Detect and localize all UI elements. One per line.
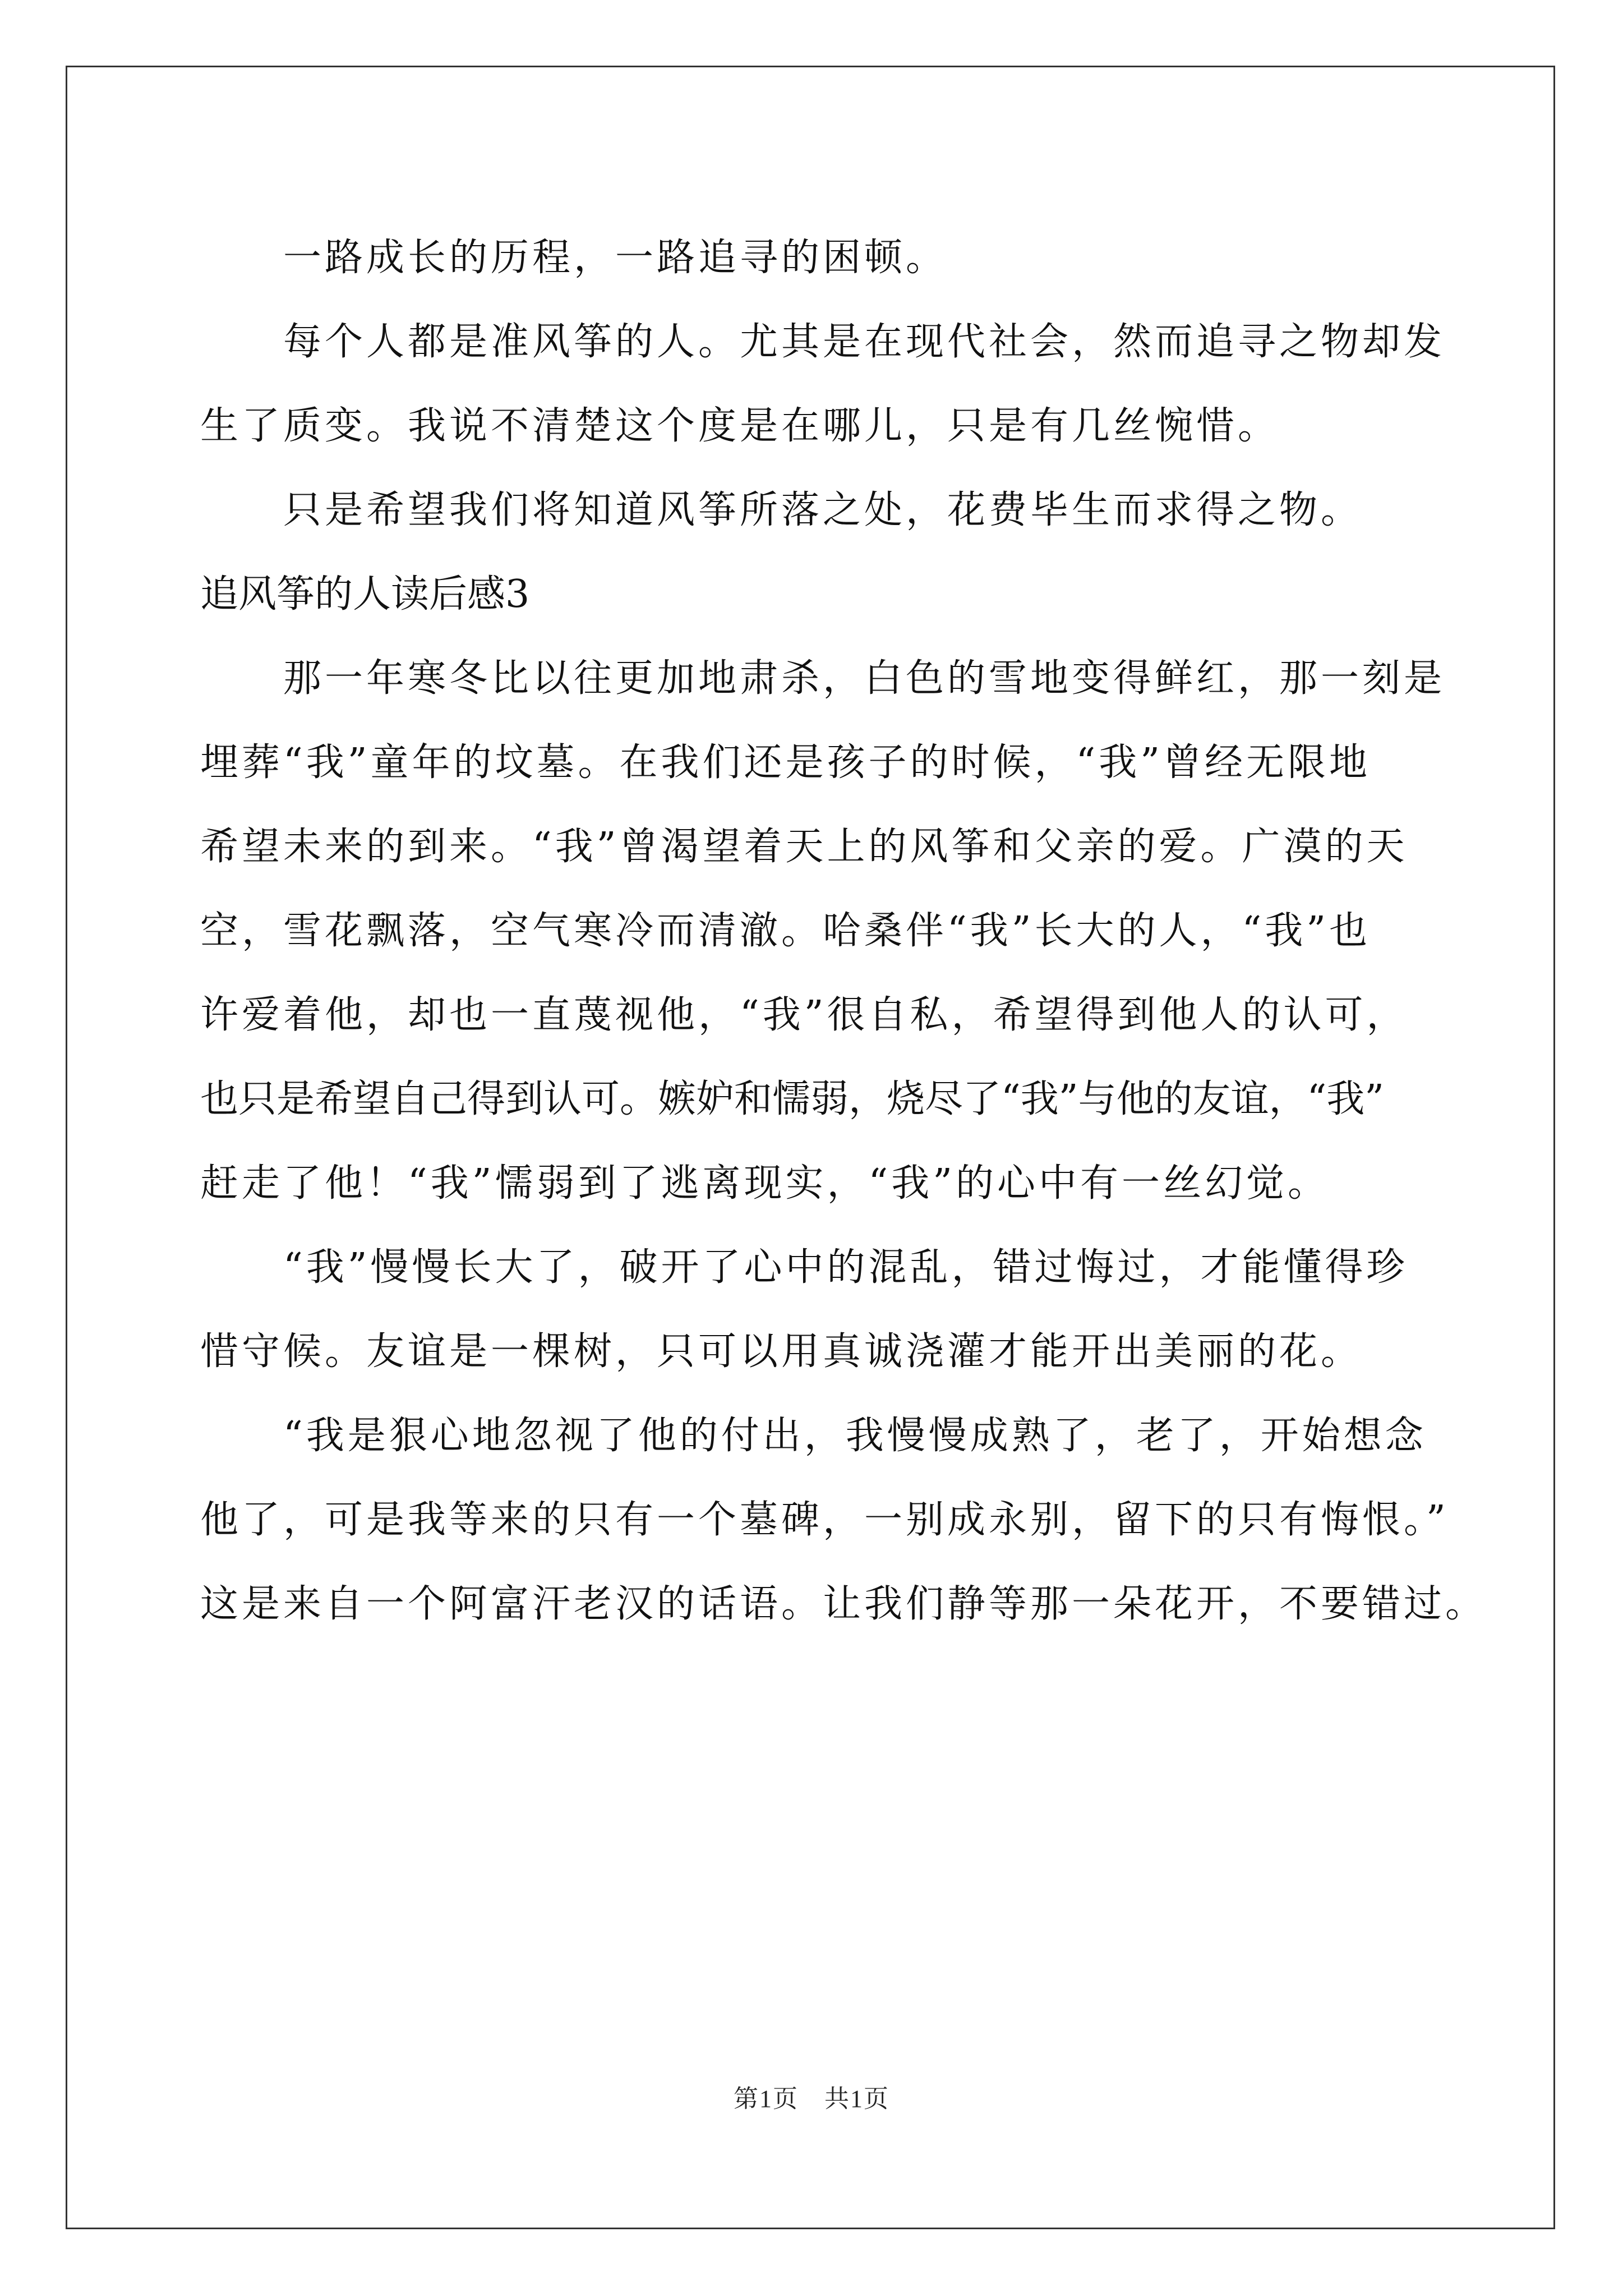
paragraph-line: 每个人都是准风筝的人。尤其是在现代社会，然而追寻之物却发 xyxy=(283,320,1446,364)
paragraph-line: 只是希望我们将知道风筝所落之处，花费毕生而求得之物。 xyxy=(283,488,1363,532)
document-body xyxy=(200,216,1487,1646)
paragraph-line: 也只是希望自己得到认可。嫉妒和懦弱，烧尽了“我”与他的友谊，“我” xyxy=(200,1077,1385,1121)
paragraph-line: 生了质变。我说不清楚这个度是在哪儿，只是有几丝惋惜。 xyxy=(200,404,1280,448)
paragraph-line: 他了，可是我等来的只有一个墓碑，一别成永别，留下的只有悔恨。” xyxy=(200,1498,1449,1542)
paragraph-line: “我”慢慢长大了，破开了心中的混乱，错过悔过，才能懂得珍 xyxy=(283,1245,1408,1290)
page-footer: 第1页 共1页 xyxy=(734,2085,889,2113)
paragraph-line: 赶走了他！“我”懦弱到了逃离现实，“我”的心中有一丝幻觉。 xyxy=(200,1161,1330,1205)
section-heading: 追风筝的人读后感3 xyxy=(200,572,530,616)
paragraph-line: 这是来自一个阿富汗老汉的话语。让我们静等那一朵花开，不要错过。 xyxy=(200,1582,1487,1626)
paragraph-line: 希望未来的到来。“我”曾渴望着天上的风筝和父亲的爱。广漠的天 xyxy=(200,825,1408,869)
paragraph-line: “我是狠心地忽视了他的付出，我慢慢成熟了，老了，开始想念 xyxy=(283,1414,1427,1458)
paragraph-line: 埋葬“我”童年的坟墓。在我们还是孩子的时候，“我”曾经无限地 xyxy=(200,740,1371,785)
paragraph-line: 许爱着他，却也一直蔑视他，“我”很自私，希望得到他人的认可， xyxy=(200,993,1408,1037)
paragraph-line: 一路成长的历程，一路追寻的困顿。 xyxy=(283,236,948,280)
paragraph-line: 那一年寒冬比以往更加地肃杀，白色的雪地变得鲜红，那一刻是 xyxy=(283,656,1446,701)
paragraph-line: 惜守候。友谊是一棵树，只可以用真诚浇灌才能开出美丽的花。 xyxy=(200,1329,1363,1374)
paragraph-line: 空，雪花飘落，空气寒冷而清澈。哈桑伴“我”长大的人，“我”也 xyxy=(200,909,1371,953)
